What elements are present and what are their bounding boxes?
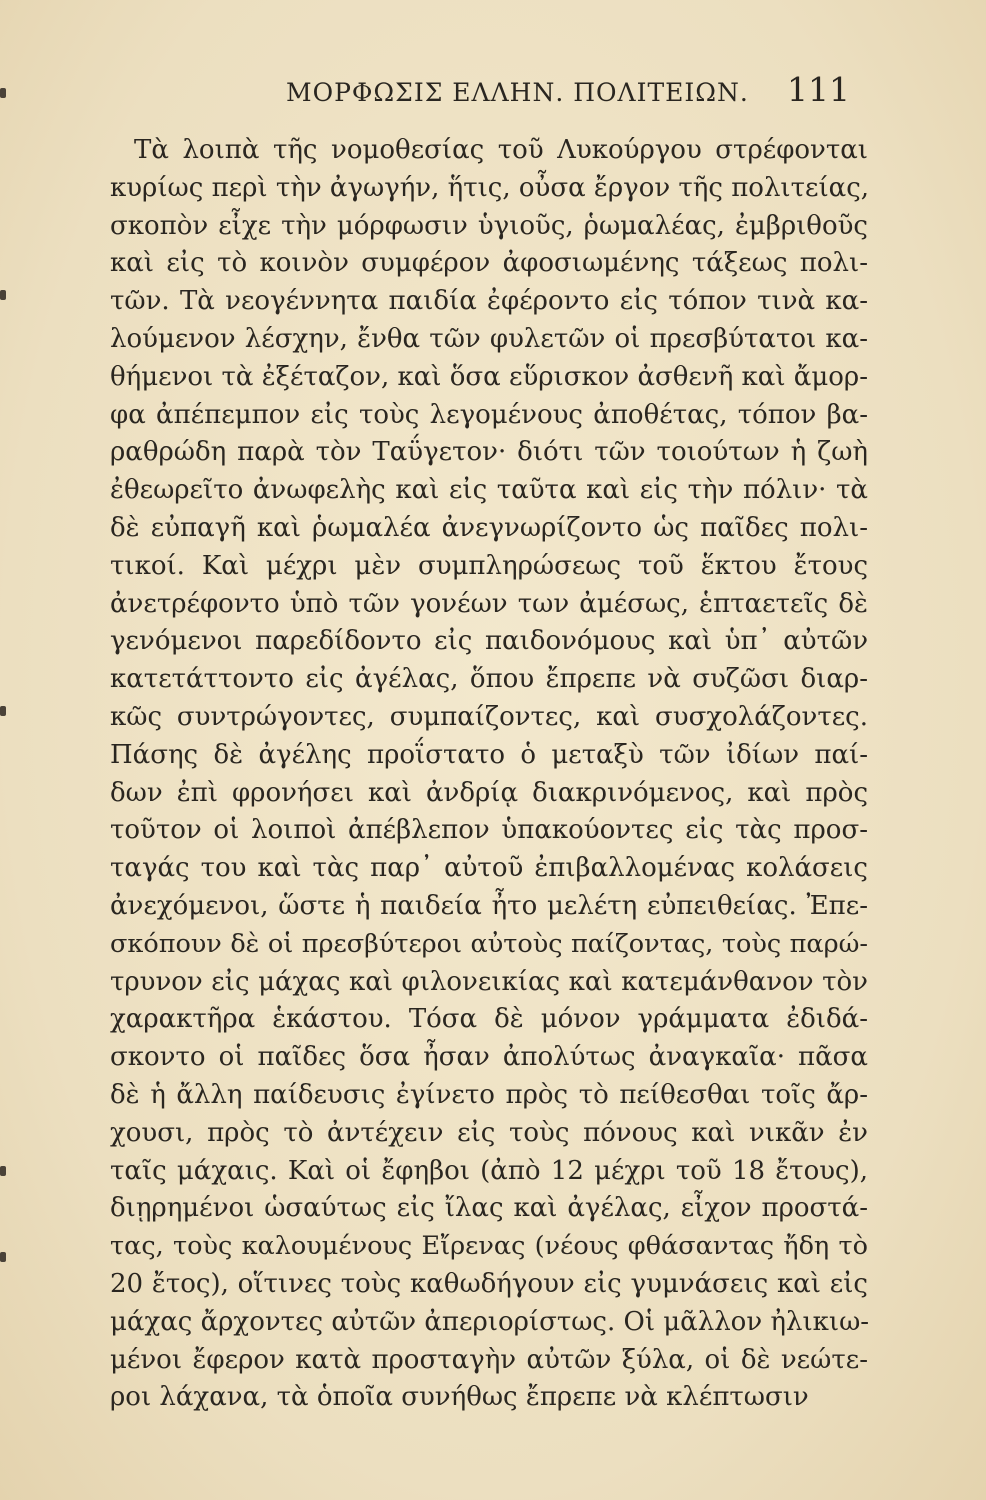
text-line: καὶ εἰς τὸ κοινὸν συμφέρον ἀφοσιωμένης τάξεως πολι- [110, 248, 868, 279]
text-line: ταῖς μάχαις. Καὶ οἱ ἔφηβοι (ἀπὸ 12 μέχρι τοῦ 18 ἔτους), [110, 1155, 868, 1186]
text-line: σκόπουν δὲ οἱ πρεσβύτεροι αὐτοὺς παίζοντας, τοὺς παρώ- [110, 928, 868, 959]
text-line: ἀνεχόμενοι, ὥστε ἡ παιδεία ἦτο μελέτη εὐπειθείας. Ἐπε- [110, 890, 868, 921]
page-header [110, 70, 870, 120]
text-line: χουσι, πρὸς τὸ ἀντέχειν εἰς τοὺς πόνους καὶ νικᾶν ἐν [110, 1117, 868, 1148]
text-line: σκοπὸν εἶχε τὴν μόρφωσιν ὑγιοῦς, ῥωμαλέας, ἐμβριθοῦς [110, 210, 868, 241]
margin-mark [0, 290, 6, 300]
text-line: τοῦτον οἱ λοιποὶ ἀπέβλεπον ὑπακούοντες εἰς τὰς προσ- [110, 815, 868, 846]
text-line: ροι λάχανα, τὰ ὁποῖα συνήθως ἔπρεπε νὰ κλέπτωσιν [110, 1382, 809, 1413]
text-line: Πάσης δὲ ἀγέλης προΐστατο ὁ μεταξὺ τῶν ἰδίων παί- [110, 739, 868, 770]
text-line: σκοντο οἱ παῖδες ὅσα ἦσαν ἀπολύτως ἀναγκαῖα· πᾶσα [110, 1042, 868, 1073]
text-line: δων ἐπὶ φρονήσει καὶ ἀνδρίᾳ διακρινόμενος, καὶ πρὸς [110, 777, 868, 808]
text-line: ἀνετρέφοντο ὑπὸ τῶν γονέων των ἀμέσως, ἑπταετεῖς δὲ [110, 588, 868, 619]
text-line: ἐθεωρεῖτο ἀνωφελὴς καὶ εἰς ταῦτα καὶ εἰς τὴν πόλιν· τὰ [110, 475, 868, 506]
text-line: κυρίως περὶ τὴν ἀγωγήν, ἥτις, οὖσα ἔργον τῆς πολιτείας, [110, 172, 870, 203]
text-line: διῃρημένοι ὡσαύτως εἰς ἴλας καὶ ἀγέλας, εἶχον προστά- [110, 1193, 868, 1224]
text-line: δὲ ἡ ἄλλη παίδευσις ἐγίνετο πρὸς τὸ πείθεσθαι τοῖς ἄρ- [110, 1079, 868, 1110]
margin-mark [0, 706, 6, 716]
text-line: τρυνον εἰς μάχας καὶ φιλονεικίας καὶ κατεμάνθανον τὸν [110, 966, 868, 997]
text-line: φα ἀπέπεμπον εἰς τοὺς λεγομένους ἀποθέτας, τόπον βα- [110, 399, 868, 430]
margin-mark [0, 1166, 6, 1176]
text-line: δὲ εὐπαγῆ καὶ ῥωμαλέα ἀνεγνωρίζοντο ὡς παῖδες πολι- [110, 512, 868, 543]
text-line: κατετάττοντο εἰς ἀγέλας, ὅπου ἔπρεπε νὰ συζῶσι διαρ- [110, 664, 868, 695]
text-line: χαρακτῆρα ἑκάστου. Τόσα δὲ μόνον γράμματα ἐδιδά- [110, 1004, 868, 1035]
text-line: μένοι ἔφερον κατὰ προσταγὴν αὐτῶν ξύλα, οἱ δὲ νεώτε- [110, 1344, 868, 1375]
text-line: θήμενοι τὰ ἐξέταζον, καὶ ὅσα εὕρισκον ἀσθενῆ καὶ ἄμορ- [110, 361, 868, 392]
page-number: 111 [787, 70, 850, 109]
text-line: 20 ἔτος), οἵτινες τοὺς καθωδήγουν εἰς γυμνάσεις καὶ εἰς [110, 1268, 868, 1299]
text-line: λούμενον λέσχην, ἔνθα τῶν φυλετῶν οἱ πρεσβύτατοι κα- [110, 323, 868, 354]
text-line: ραθρώδη παρὰ τὸν Ταΰγετον· διότι τῶν τοιούτων ἡ ζωὴ [110, 437, 868, 468]
text-line: μάχας ἄρχοντες αὐτῶν ἀπεριορίστως. Οἱ μᾶλλον ἠλικιω- [110, 1306, 870, 1337]
text-line: τικοί. Καὶ μέχρι μὲν συμπληρώσεως τοῦ ἕκτου ἔτους [110, 550, 868, 581]
text-line: τῶν. Τὰ νεογέννητα παιδία ἐφέροντο εἰς τόπον τινὰ κα- [110, 286, 868, 317]
body-text [110, 132, 868, 1417]
text-line: γενόμενοι παρεδίδοντο εἰς παιδονόμους καὶ ὑπ᾽ αὐτῶν [110, 626, 868, 657]
running-title: ΜΟΡΦΩΣΙΣ ΕΛΛΗΝ. ΠΟΛΙΤΕΙΩΝ. [286, 78, 749, 107]
text-line: κῶς συντρώγοντες, συμπαίζοντες, καὶ συσχολάζοντες. [110, 701, 868, 732]
margin-mark [0, 88, 6, 98]
margin-mark [0, 1252, 6, 1262]
text-line: ταγάς του καὶ τὰς παρ᾽ αὐτοῦ ἐπιβαλλομένας κολάσεις [110, 853, 868, 884]
text-line: τας, τοὺς καλουμένους Εἴρενας (νέους φθάσαντας ἤδη τὸ [110, 1231, 868, 1262]
text-line: Τὰ λοιπὰ τῆς νομοθεσίας τοῦ Λυκούργου στρέφονται [134, 135, 868, 165]
